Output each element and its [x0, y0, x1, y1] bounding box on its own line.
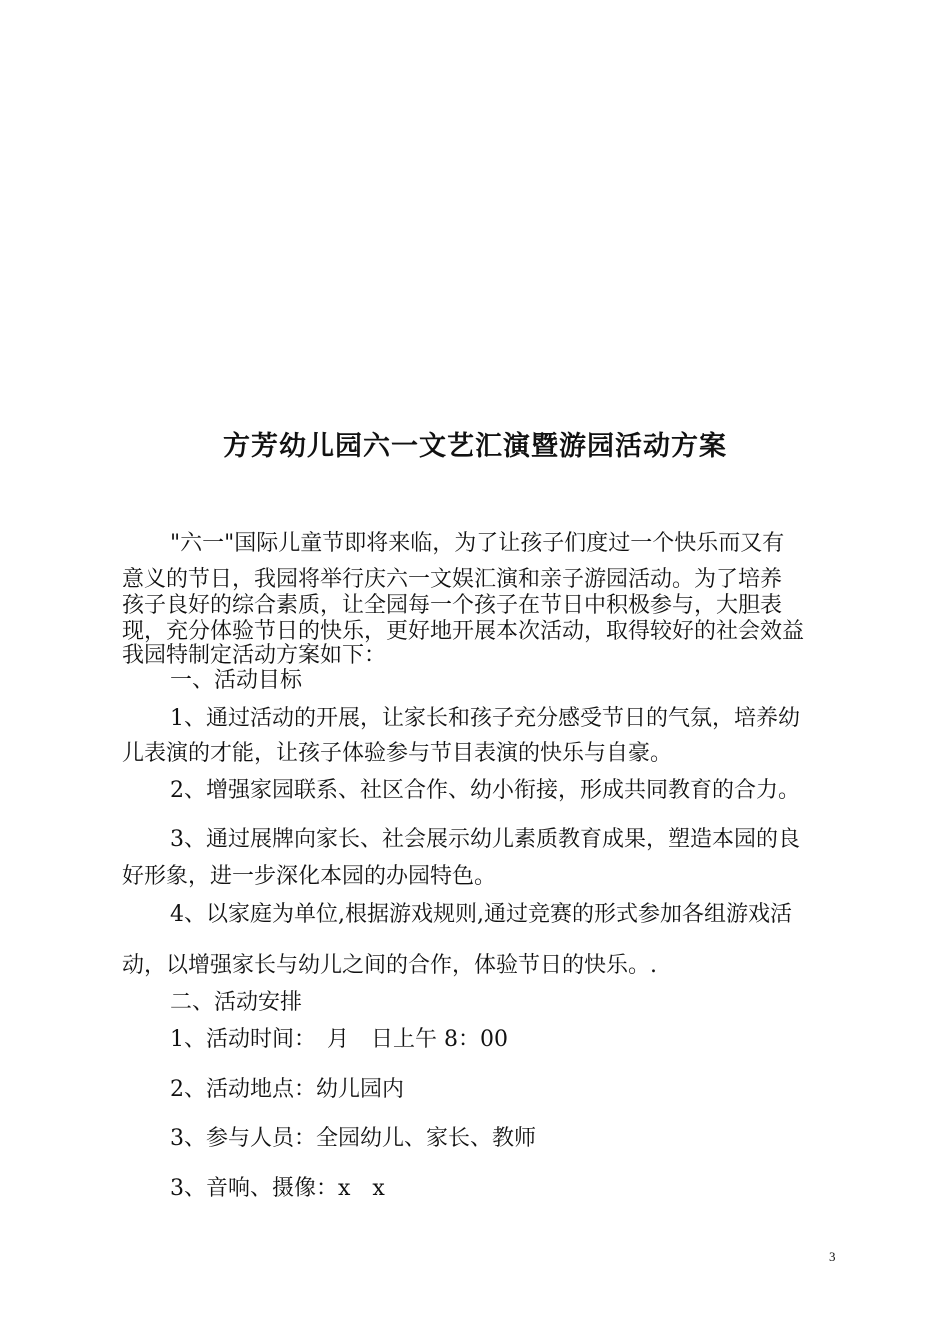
goal-item: 3、通过展牌向家长、社会展示幼儿素质教育成果，塑造本园的良 — [170, 827, 800, 852]
goal-item: 4、以家庭为单位,根据游戏规则,通过竞赛的形式参加各组游戏活 — [170, 902, 792, 927]
goal-item-continued: 儿表演的才能，让孩子体验参与节目表演的快乐与自豪。 — [122, 741, 673, 766]
intro-line: 我园特制定活动方案如下： — [122, 643, 387, 668]
goal-item: 2、增强家园联系、社区合作、幼小衔接，形成共同教育的合力。 — [170, 778, 800, 803]
arrangement-participants: 3、参与人员：全园幼儿、家长、教师 — [170, 1126, 536, 1151]
goal-item-continued: 好形象，进一步深化本园的办园特色。 — [122, 864, 497, 889]
intro-line: 意义的节日，我园将举行庆六一文娱汇演和亲子游园活动。为了培养 — [122, 567, 783, 592]
document-title: 方芳幼儿园六一文艺汇演暨游园活动方案 — [223, 431, 727, 462]
section-heading: 一、活动目标 — [170, 668, 303, 693]
arrangement-location: 2、活动地点：幼儿园内 — [170, 1077, 404, 1102]
arrangement-time: 1、活动时间： 月 日上午 8：00 — [170, 1027, 508, 1052]
goal-item: 1、通过活动的开展，让家长和孩子充分感受节日的气氛，培养幼 — [170, 706, 800, 731]
arrangement-av: 3、音响、摄像：x x — [170, 1176, 385, 1201]
page-number: 3 — [829, 1249, 836, 1264]
intro-line: 孩子良好的综合素质，让全园每一个孩子在节日中积极参与，大胆表 — [122, 593, 783, 618]
intro-line: "六一"国际儿童节即将来临，为了让孩子们度过一个快乐而又有 — [170, 531, 785, 556]
intro-line: 现，充分体验节日的快乐，更好地开展本次活动，取得较好的社会效益 — [122, 619, 805, 644]
section-heading: 二、活动安排 — [170, 990, 303, 1015]
goal-item-continued: 动，以增强家长与幼儿之间的合作，体验节日的快乐。. — [122, 953, 657, 978]
